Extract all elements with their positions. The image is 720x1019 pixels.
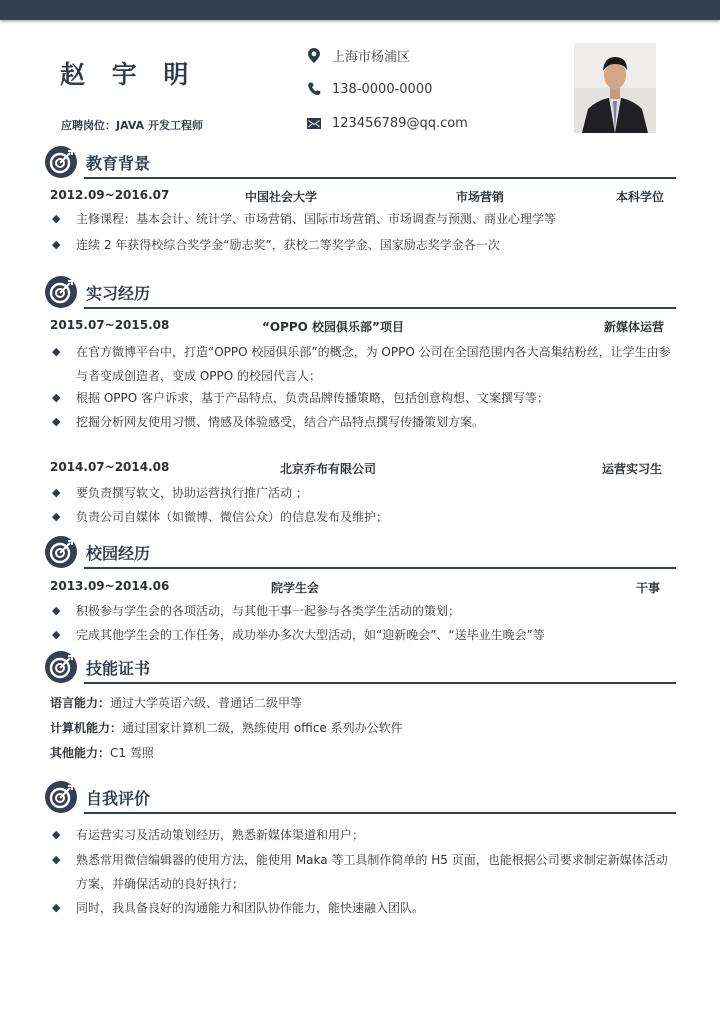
section-skills-header: [44, 650, 676, 686]
contact-email: [306, 115, 468, 131]
target-icon: [44, 535, 78, 569]
section-title: 校园经历: [86, 544, 151, 563]
target-icon: [44, 780, 78, 814]
section-divider: [84, 567, 676, 569]
entry-degree: 本科学位: [616, 190, 665, 204]
contact-phone: [306, 81, 432, 97]
section-title: 教育背景: [86, 154, 151, 173]
list-item: ◆ 根据 OPPO 客户诉求，基于产品特点，负责品牌传播策略，包括创意构想、文案撰写等；: [52, 386, 678, 410]
target-icon: [44, 275, 78, 309]
skill-item: [50, 719, 403, 736]
entry-date: 2013.09~2014.06: [50, 579, 170, 593]
entry-role: 干事: [636, 581, 661, 595]
section-divider: [84, 812, 676, 814]
entry-org: “OPPO 校园俱乐部”项目: [262, 320, 404, 334]
location-pin-icon: [306, 48, 322, 64]
skill-value: 通过大学英语六级、普通话二级甲等: [110, 696, 303, 710]
entry-date: 2015.07~2015.08: [50, 318, 170, 332]
contact-address: [306, 46, 410, 65]
section-self-eval-header: [44, 780, 676, 816]
section-education-header: [44, 145, 676, 181]
section-title: 自我评价: [86, 789, 151, 808]
target-icon: [44, 145, 78, 179]
entry-role: 运营实习生: [602, 462, 663, 476]
mail-icon: [306, 115, 322, 131]
internship-entry: [50, 460, 670, 478]
internship-entry: [50, 318, 670, 336]
entry-org: 院学生会: [271, 581, 320, 595]
list-item: ◆ 负责公司自媒体（如微博、微信公众）的信息发布及维护；: [52, 505, 678, 529]
section-divider: [84, 177, 676, 179]
target-icon: [44, 650, 78, 684]
phone-icon: [306, 81, 322, 97]
top-banner: [0, 0, 720, 20]
education-entry: [50, 188, 670, 206]
entry-date: 2012.09~2016.07: [50, 188, 170, 202]
section-divider: [84, 682, 676, 684]
position-value: JAVA 开发工程师: [116, 119, 203, 132]
entry-role: 新媒体运营: [604, 320, 665, 334]
section-internship-header: [44, 275, 676, 311]
entry-org: 北京乔布有限公司: [280, 462, 377, 476]
candidate-name: 赵 宇 明: [60, 60, 198, 89]
list-item: ◆ 连续 2 年获得校综合奖学金“励志奖”，获校二等奖学金、国家励志奖学金各一次: [52, 233, 678, 257]
list-item: ◆ 有运营实习及活动策划经历，熟悉新媒体渠道和用户；: [52, 823, 678, 847]
address-text: 上海市杨浦区: [332, 50, 411, 65]
skill-item: [50, 744, 154, 761]
list-item: ◆ 完成其他学生会的工作任务，成功举办多次大型活动，如“迎新晚会”、“送毕业生晚会”等: [52, 623, 678, 647]
list-item: ◆ 挖掘分析网友使用习惯、情感及体验感受，结合产品特点撰写传播策划方案。: [52, 410, 678, 434]
position-label: 应聘岗位：: [61, 119, 116, 132]
section-title: 技能证书: [86, 659, 151, 678]
section-campus-header: [44, 535, 676, 571]
list-item: ◆ 积极参与学生会的各项活动，与其他干事一起参与各类学生活动的策划；: [52, 599, 678, 623]
entry-date: 2014.07~2014.08: [50, 460, 170, 474]
entry-major: 市场营销: [456, 190, 505, 204]
skill-value: 通过国家计算机二级，熟练使用 office 系列办公软件: [122, 721, 403, 735]
skill-label: 计算机能力：: [50, 721, 123, 735]
campus-entry: [50, 579, 670, 597]
skill-value: C1 驾照: [110, 746, 154, 760]
entry-school: 中国社会大学: [245, 190, 318, 204]
list-item: ◆ 熟悉常用微信编辑器的使用方法，能使用 Maka 等工具制作简单的 H5 页面，也能根据公司要求制定新媒体活动方案，并确保活动的良好执行；: [52, 848, 678, 896]
list-item: ◆ 主修课程：基本会计、统计学、市场营销、国际市场营销、市场调查与预测、商业心理学等: [52, 207, 678, 231]
profile-photo: [574, 43, 656, 133]
list-item: ◆ 同时，我具备良好的沟通能力和团队协作能力，能快速融入团队。: [52, 896, 678, 920]
applied-position: [61, 117, 203, 133]
list-item: ◆ 要负责撰写软文，协助运营执行推广活动 ；: [52, 481, 678, 505]
email-text: 123456789@qq.com: [332, 115, 468, 131]
section-divider: [84, 307, 676, 309]
skill-label: 其他能力：: [50, 746, 111, 760]
list-item: ◆ 在官方微博平台中，打造“OPPO 校园俱乐部”的概念，为 OPPO 公司在全国范围内各大高集结粉丝，让学生由参与者变成创造者，变成 OPPO 的校园代言人；: [52, 340, 678, 388]
phone-text: 138-0000-0000: [332, 81, 433, 97]
section-title: 实习经历: [86, 284, 151, 303]
skill-item: [50, 694, 302, 711]
skill-label: 语言能力：: [50, 696, 111, 710]
